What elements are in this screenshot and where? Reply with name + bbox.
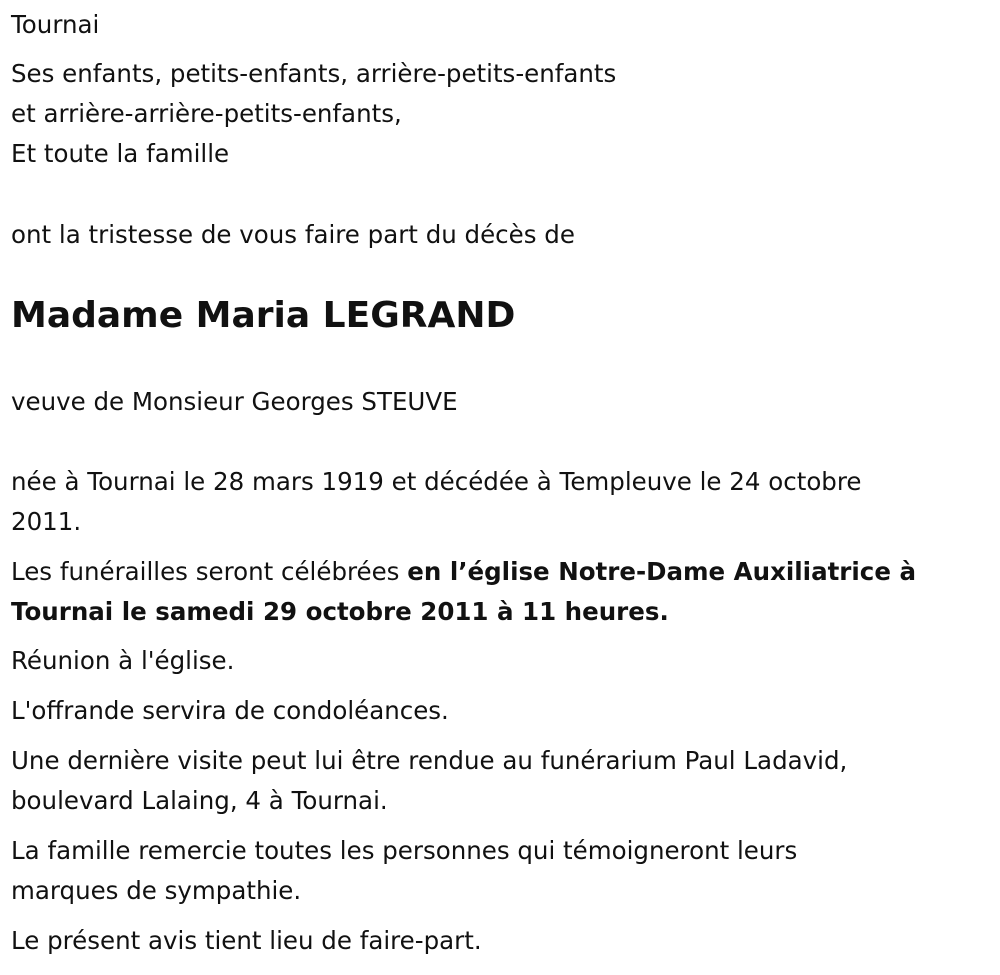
offering-text: L'offrande servira de condoléances. xyxy=(11,696,449,725)
announcement-text: ont la tristesse de vous faire part du décès de xyxy=(11,220,575,249)
deceased-name: Madame Maria LEGRAND xyxy=(11,295,516,336)
widow-of-text: veuve de Monsieur Georges STEUVE xyxy=(11,387,458,416)
thanks-line-2: marques de sympathie. xyxy=(11,876,302,905)
funeral-prefix: Les funérailles seront célébrées xyxy=(11,557,408,586)
visit-line-2: boulevard Lalaing, 4 à Tournai. xyxy=(11,786,388,815)
family-line-1: Ses enfants, petits-enfants, arrière-petits-enfants xyxy=(11,59,617,88)
funeral-line-1 xyxy=(11,552,916,592)
city-heading: Tournai xyxy=(11,10,100,39)
meeting-text: Réunion à l'église. xyxy=(11,646,235,675)
thanks-line-1: La famille remercie toutes les personnes qui témoigneront leurs xyxy=(11,836,798,865)
birth-death-line-1: née à Tournai le 28 mars 1919 et décédée à Templeuve le 24 octobre xyxy=(11,467,862,496)
visit-line-1: Une dernière visite peut lui être rendue au funérarium Paul Ladavid, xyxy=(11,746,848,775)
closing-text: Le présent avis tient lieu de faire-part. xyxy=(11,926,482,955)
funeral-line-2: Tournai le samedi 29 octobre 2011 à 11 heures. xyxy=(11,597,669,626)
family-line-2: et arrière-arrière-petits-enfants, xyxy=(11,99,402,128)
birth-death-line-2: 2011. xyxy=(11,507,82,536)
family-line-3: Et toute la famille xyxy=(11,139,230,168)
funeral-location: en l’église Notre-Dame Auxiliatrice à xyxy=(407,557,916,586)
